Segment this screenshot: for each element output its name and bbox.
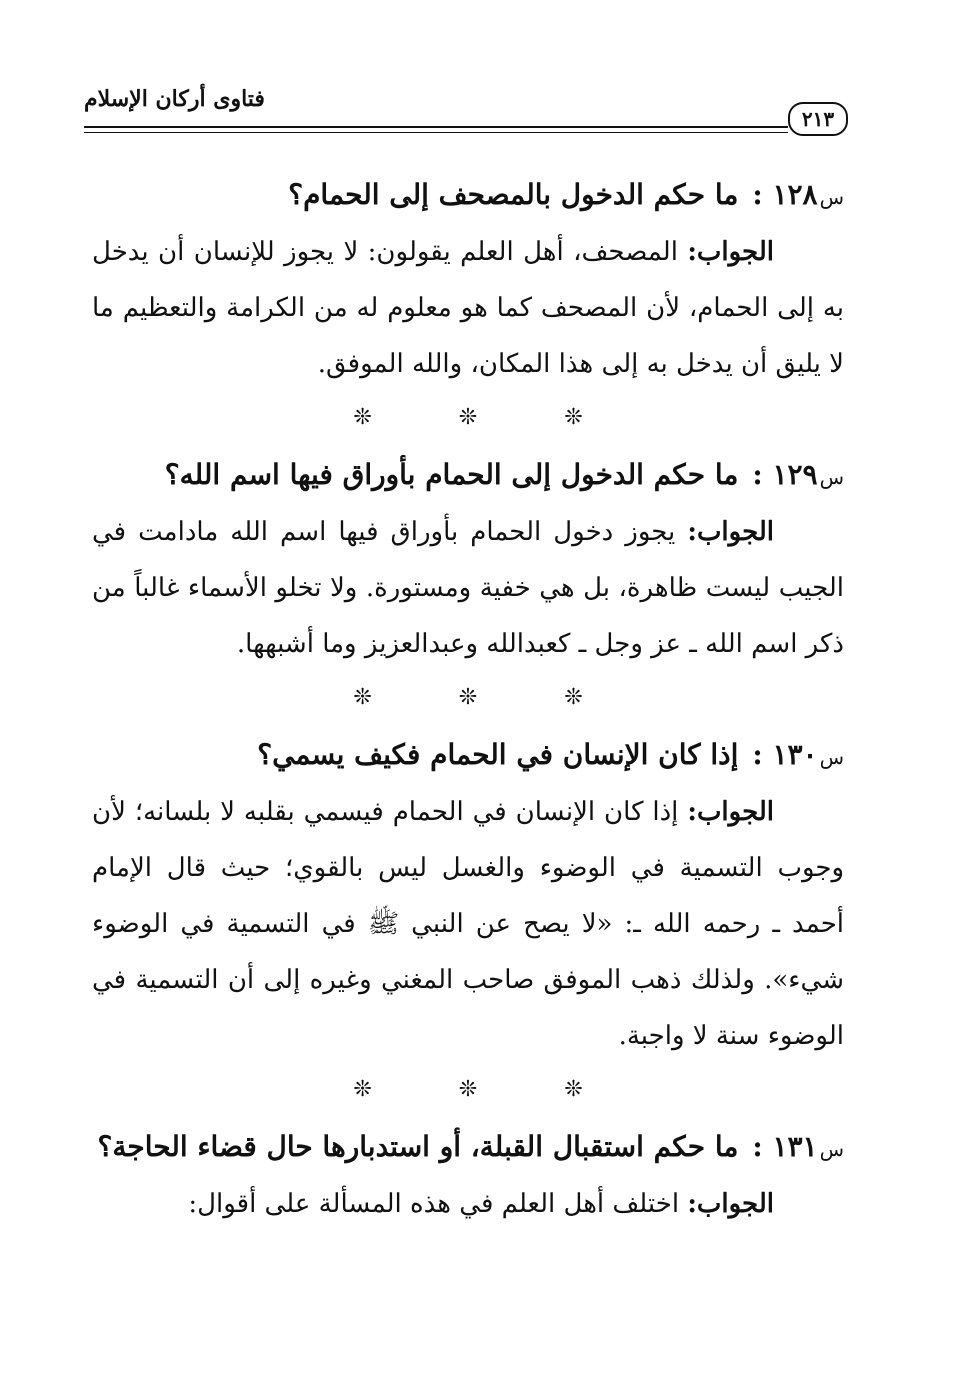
answer-paragraph — [92, 1176, 844, 1232]
question-marker: س — [819, 465, 844, 489]
answer-text: اختلف أهل العلم في هذه المسألة على أقوال: — [188, 1189, 680, 1219]
answer-label: الجواب: — [687, 1189, 774, 1219]
fatwa-129 — [92, 448, 844, 672]
question-number: ١٣٠ : — [752, 738, 818, 771]
question-text: ما حكم الدخول بالمصحف إلى الحمام؟ — [288, 178, 739, 211]
answer-paragraph — [92, 504, 844, 672]
answer-label: الجواب: — [687, 797, 775, 827]
page-body — [92, 168, 844, 1232]
question-heading — [92, 1120, 844, 1176]
header-rule-thin — [84, 132, 788, 133]
running-title: فتاوى أركان الإسلام — [84, 86, 265, 112]
answer-paragraph — [92, 224, 844, 392]
question-heading — [92, 168, 844, 224]
question-text: ما حكم استقبال القبلة، أو استدبارها حال قضاء الحاجة؟ — [97, 1130, 739, 1163]
fatwa-131 — [92, 1120, 844, 1232]
answer-paragraph — [92, 784, 844, 1064]
question-text: ما حكم الدخول إلى الحمام بأوراق فيها اسم الله؟ — [164, 458, 739, 491]
answer-text: المصحف، أهل العلم يقولون: لا يجوز للإنسان أن يدخل به إلى الحمام، لأن المصحف كما هو معلوم له من الكرامة والتعظيم ما لا يليق أن يدخل به إلى هذا المكان، والله الموفق. — [92, 237, 844, 379]
header-rule — [84, 126, 788, 128]
section-separator: ❊ ❊ ❊ — [353, 685, 623, 710]
question-heading — [92, 728, 844, 784]
answer-label: الجواب: — [687, 517, 775, 547]
answer-text: يجوز دخول الحمام بأوراق فيها اسم الله مادامت في الجيب ليست ظاهرة، بل هي خفية ومستورة. ولا تخلو الأسماء غالباً من ذكر اسم الله ـ عز وجل ـ كعبدالله وعبدالعزيز وما أشبهها. — [92, 517, 844, 659]
page-number: ٢١٣ — [788, 102, 848, 136]
question-marker: س — [819, 185, 844, 209]
section-separator: ❊ ❊ ❊ — [353, 1077, 623, 1102]
fatwa-130 — [92, 728, 844, 1064]
question-number: ١٣١ : — [752, 1130, 818, 1163]
answer-text: إذا كان الإنسان في الحمام فيسمي بقلبه لا بلسانه؛ لأن وجوب التسمية في الوضوء والغسل ليس بالقوي؛ حيث قال الإمام أحمد ـ رحمه الله ـ: «لا يصح عن النبي ﷺ في التسمية في الوضوء شيء». ولذلك ذهب الموفق صاحب المغني وغيره إلى أن التسمية في الوضوء سنة لا واجبة. — [92, 797, 844, 1051]
answer-label: الجواب: — [687, 237, 774, 267]
question-marker: س — [819, 745, 844, 769]
section-separator: ❊ ❊ ❊ — [353, 405, 623, 430]
question-number: ١٢٨ : — [752, 178, 818, 211]
question-number: ١٢٩ : — [752, 458, 818, 491]
question-heading — [92, 448, 844, 504]
page-header — [84, 78, 848, 136]
fatwa-128 — [92, 168, 844, 392]
question-marker: س — [819, 1137, 844, 1161]
question-text: إذا كان الإنسان في الحمام فكيف يسمي؟ — [257, 738, 739, 771]
